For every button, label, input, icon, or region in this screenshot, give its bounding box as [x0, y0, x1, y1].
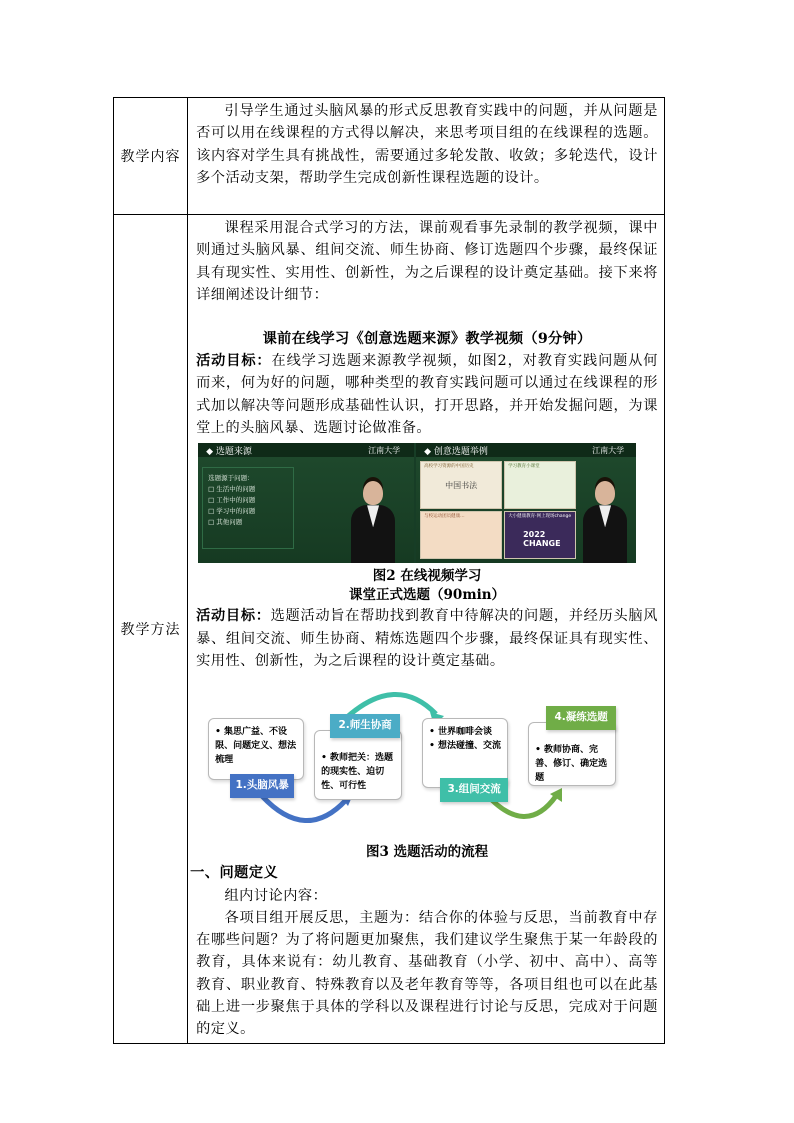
- section2-goal-label: 活动目标：: [196, 608, 271, 625]
- figure3-caption: 图3 选题活动的流程: [366, 844, 489, 861]
- section2-goal: [196, 605, 658, 672]
- video-list-item: □ 其他问题: [208, 518, 243, 527]
- content-paragraph: 引导学生通过头脑风暴的形式反思教育实践中的问题，并从问题是否可以用在线课程的方式得以解决，来思考项目组的在线课程的选题。该内容对学生具有挑战性，需要通过多轮发散、收敛；多轮迭代，设计多个活动支架，帮助学生完成创新性课程选题的设计。: [196, 103, 658, 186]
- video-list-heading: 选题源于问题：: [208, 474, 254, 483]
- calligraphy-text: 中国书法: [445, 481, 478, 491]
- video-frame-right: [416, 443, 636, 563]
- step4-box: • 教师协商、完善、修订、确定选题: [528, 722, 616, 786]
- step2-box: • 教师把关：选题的现实性、迫切性、可行性: [314, 730, 402, 800]
- method-label: 教学方法: [114, 215, 188, 1044]
- video-list-item: □ 工作中的问题: [208, 496, 256, 505]
- part1-heading: 一、问题定义: [190, 865, 279, 882]
- video-topic-list: [208, 473, 255, 528]
- part1-text: 各项目组开展反思，主题为：结合你的体验与反思，当前教育中存在哪些问题？为了将问题更加聚焦，我们建议学生聚焦于某一年龄段的教育，具体来说有：幼儿教育、基础教育（小学、初中、高中）、高等教育、职业教育、特殊教育以及老年教育等等，各项目组也可以在此基础上进一步聚焦于具体的学科以及课程进行讨论与反思，完成对于问题的定义。: [196, 909, 658, 1038]
- presenter-figure: [580, 477, 630, 563]
- step3-box: • 世界咖啡会谈 • 想法碰撞、交流: [422, 718, 508, 788]
- section2-title: 课堂正式选题（90min）: [349, 587, 506, 604]
- part1-sub: 组内讨论内容：: [224, 887, 328, 904]
- change-banner-text: 2022 CHANGE: [523, 530, 561, 549]
- example-card: 学习教育小课堂: [504, 461, 576, 509]
- presenter-figure: [348, 477, 398, 563]
- section1-goal-label: 活动目标：: [196, 353, 272, 370]
- video-left-title: ◆ 选题来源: [206, 447, 252, 458]
- step4-label: 4.凝练选题: [546, 706, 616, 730]
- content-row: [114, 98, 665, 215]
- section2-goal-text: 选题活动旨在帮助找到教育中待解决的问题，并经历头脑风暴、组间交流、师生协商、精炼选题四个步骤，最终保证具有现实性、实用性、创新性，为之后课程的设计奠定基础。: [196, 608, 658, 669]
- video-right-titlebar: [416, 443, 636, 457]
- online-video-screenshot: [198, 443, 636, 563]
- university-logo-right: 江南大学: [592, 446, 625, 456]
- method-intro: 课程采用混合式学习的方法，课前观看事先录制的教学视频，课中则通过头脑风暴、组间交流、师生协商、修订选题四个步骤，最终保证具有现实性、实用性、创新性，为之后课程的设计奠定基础。接下来将详细阐述设计细节：: [196, 220, 658, 303]
- video-left-titlebar: [198, 443, 414, 457]
- section1-goal-text: 在线学习选题来源教学视频，如图2，对教育实践问题从何而来，何为好的问题，哪种类型的教育实践问题可以通过在线课程的形式加以解决等问题形成基础性认识，打开思路，并开始发掘问题，为课堂上的头脑风暴、选题讨论做准备。: [196, 353, 658, 437]
- video-list-item: □ 学习中的问题: [208, 507, 256, 516]
- step1-label: 1.头脑风暴: [230, 774, 294, 798]
- section1-title: 课前在线学习《创意选题来源》教学视频（9分钟）: [262, 331, 592, 348]
- example-card: 高校学习资源的中国历史 中国书法: [420, 461, 502, 509]
- selection-process-diagram: [196, 678, 636, 843]
- content-cell: [188, 98, 665, 215]
- step1-box: • 集思广益、不设限、问题定义、想法梳理: [208, 718, 304, 780]
- step2-label: 2.师生协商: [330, 714, 400, 738]
- example-card: 大小健康教育·网上现场change 2022 CHANGE: [504, 511, 576, 559]
- content-label: 教学内容: [114, 98, 188, 215]
- method-cell: [188, 215, 665, 1044]
- example-card: 与校运动团员健康…: [420, 511, 502, 559]
- video-right-title: ◆ 创意选题举例: [424, 447, 488, 458]
- method-row: [114, 215, 665, 1044]
- lesson-plan-table: [113, 97, 665, 1044]
- video-list-item: □ 生活中的问题: [208, 485, 256, 494]
- step3-label: 3.组间交流: [440, 778, 508, 802]
- university-logo-left: 江南大学: [368, 446, 401, 456]
- figure2-caption: 图2 在线视频学习: [372, 568, 482, 585]
- video-frame-left: [198, 443, 414, 563]
- section1-goal: [196, 350, 658, 439]
